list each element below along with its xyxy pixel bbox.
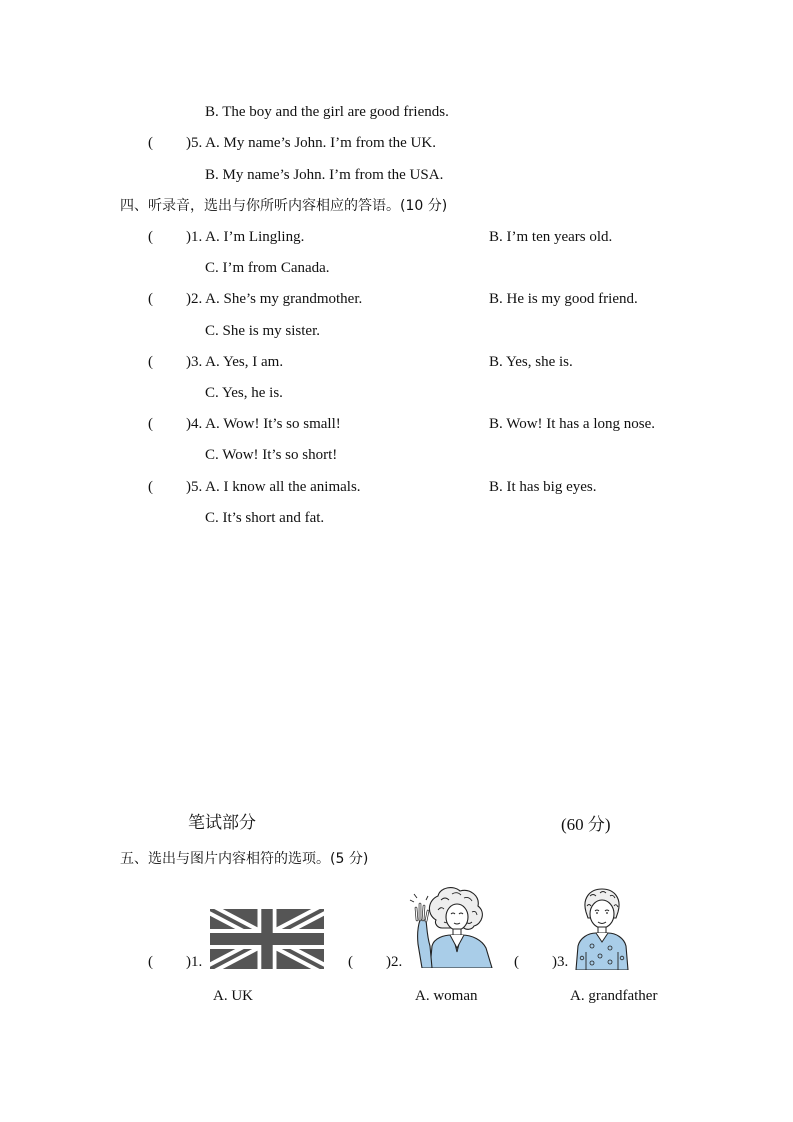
part4-q1-option-b: B. I’m ten years old. bbox=[489, 229, 613, 245]
part4-q3-option-c: C. Yes, he is. bbox=[205, 385, 283, 401]
part5-q2-option: A. woman bbox=[415, 988, 478, 1004]
part4-q5-option-a: )5. A. I know all the animals. bbox=[186, 479, 361, 495]
part5-q1-option: A. UK bbox=[213, 988, 253, 1004]
part4-q3-option-a: )3. A. Yes, I am. bbox=[186, 354, 284, 370]
part4-q1-option-a: )1. A. I’m Lingling. bbox=[186, 229, 305, 245]
written-part-score: (60 分) bbox=[561, 815, 611, 834]
part3-q4-option-b: B. The boy and the girl are good friends. bbox=[205, 104, 449, 120]
part4-q4-option-c: C. Wow! It’s so short! bbox=[205, 447, 338, 463]
part5-q1-number: )1. bbox=[186, 954, 203, 970]
answer-paren[interactable]: ( bbox=[148, 354, 153, 370]
answer-paren[interactable]: ( bbox=[148, 479, 153, 495]
grandmother-image bbox=[572, 886, 632, 970]
answer-paren[interactable]: ( bbox=[148, 135, 153, 151]
part4-q2-option-c: C. She is my sister. bbox=[205, 323, 321, 339]
woman-waving-image bbox=[408, 884, 498, 968]
answer-paren[interactable]: ( bbox=[148, 291, 153, 307]
part4-q2-option-a: )2. A. She’s my grandmother. bbox=[186, 291, 363, 307]
part3-q5-option-a: )5. A. My name’s John. I’m from the UK. bbox=[186, 135, 436, 151]
uk-flag-image bbox=[210, 909, 324, 969]
part5-title: 五、选出与图片内容相符的选项。(5 分) bbox=[120, 851, 369, 867]
answer-paren[interactable]: ( bbox=[514, 954, 519, 970]
part4-q4-option-b: B. Wow! It has a long nose. bbox=[489, 416, 655, 432]
answer-paren[interactable]: ( bbox=[148, 416, 153, 432]
answer-paren[interactable]: ( bbox=[148, 954, 153, 970]
part4-title: 四、听录音，选出与你所听内容相应的答语。(10 分) bbox=[120, 198, 448, 214]
part5-q3-option: A. grandfather bbox=[570, 988, 658, 1004]
part4-q5-option-b: B. It has big eyes. bbox=[489, 479, 597, 495]
answer-paren[interactable]: ( bbox=[148, 229, 153, 245]
part5-q3-number: )3. bbox=[552, 954, 569, 970]
part4-q5-option-c: C. It’s short and fat. bbox=[205, 510, 325, 526]
part4-q2-option-b: B. He is my good friend. bbox=[489, 291, 638, 307]
part3-q5-option-b: B. My name’s John. I’m from the USA. bbox=[205, 167, 444, 183]
part4-q4-option-a: )4. A. Wow! It’s so small! bbox=[186, 416, 341, 432]
part5-q2-number: )2. bbox=[386, 954, 403, 970]
answer-paren[interactable]: ( bbox=[348, 954, 353, 970]
part4-q3-option-b: B. Yes, she is. bbox=[489, 354, 573, 370]
written-part-title: 笔试部分 bbox=[188, 813, 256, 833]
part4-q1-option-c: C. I’m from Canada. bbox=[205, 260, 330, 276]
